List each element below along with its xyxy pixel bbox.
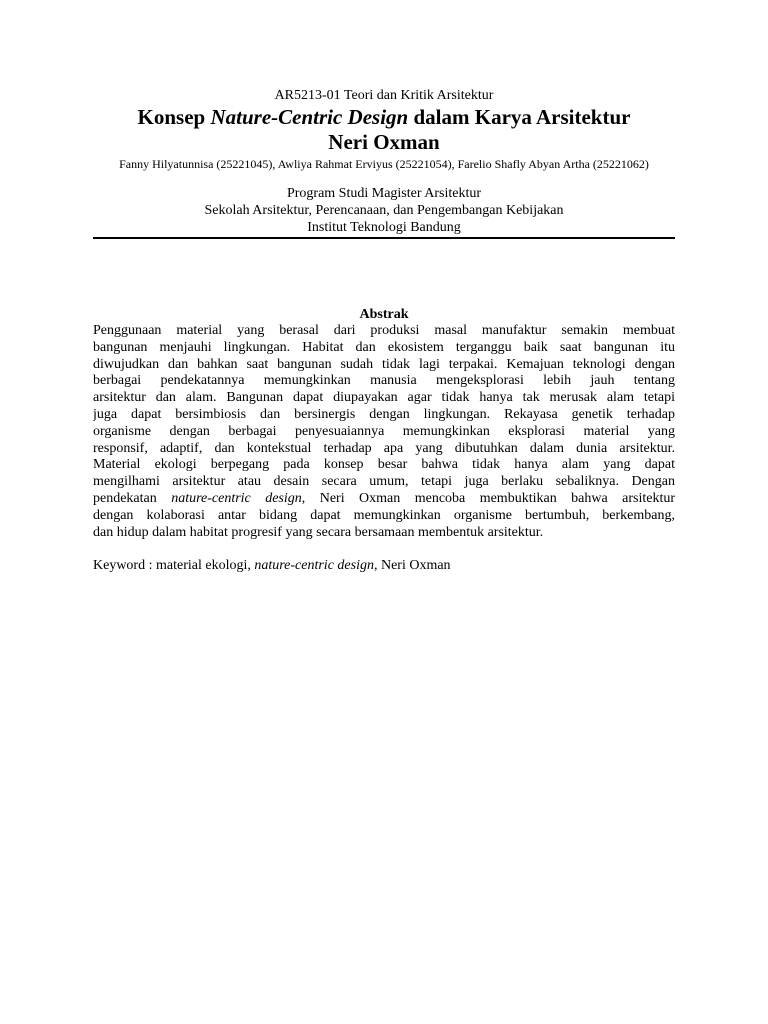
keyword-prefix: Keyword : material ekologi,	[93, 558, 255, 573]
keyword-suffix: , Neri Oxman	[373, 558, 451, 573]
authors: Fanny Hilyatunnisa (25221045), Awliya Rahmat Erviyus (25221054), Farelio Shafly Abyan Artha (25221062)	[119, 157, 649, 171]
abstract-line: arsitektur dan alam. Bangunan dapat diupayakan agar tidak hanya tak merusak alam tetapi	[93, 390, 675, 406]
affiliation	[93, 185, 675, 236]
abstract-line: responsif, adaptif, dan kontekstual terhadap apa yang dibutuhkan dalam dunia arsitektur.	[93, 440, 675, 456]
abstract-heading: Abstrak	[359, 307, 409, 322]
abstract-line: dengan kolaborasi antar bidang dapat memungkinkan organisme bertumbuh, berkembang,	[93, 507, 675, 523]
abstract-line: organisme dengan berbagai penyesuaiannya memungkinkan eksplorasi material yang	[93, 423, 675, 439]
line-prefix: pendekatan	[93, 490, 172, 506]
abstract-line: Penggunaan material yang berasal dari produksi masal manufaktur semakin membuat	[93, 323, 675, 338]
abstract-line: mengilhami arsitektur atau desain secara umum, tetapi juga berlaku sebaliknya. Dengan	[93, 474, 675, 490]
title-prefix: Konsep	[137, 105, 211, 129]
course-code: AR5213-01 Teori dan Kritik Arsitektur	[274, 88, 494, 103]
abstract-line: Material ekologi berpegang pada konsep besar bahwa tidak hanya alam yang dapat	[93, 457, 675, 473]
institute-name: Institut Teknologi Bandung	[307, 220, 461, 235]
abstract-line: bangunan menjauhi lingkungan. Habitat dan ekosistem terganggu baik saat bangunan itu	[93, 339, 675, 355]
school-name: Sekolah Arsitektur, Perencanaan, dan Pengembangan Kebijakan	[204, 203, 564, 218]
abstract-line: juga dapat bersimbiosis dan bersinergis dengan lingkungan. Rekayasa genetik terhadap	[93, 406, 675, 422]
abstract-line: berbagai pendekatannya memungkinkan manusia mengeksplorasi lebih jauh tentang	[93, 373, 675, 389]
program-name: Program Studi Magister Arsitektur	[286, 186, 482, 201]
keywords	[93, 557, 451, 574]
paper-title	[93, 105, 675, 155]
title-suffix: dalam Karya Arsitektur	[408, 105, 631, 129]
title-line2: Neri Oxman	[328, 130, 440, 154]
abstract-line	[93, 491, 675, 508]
keyword-italic: nature-centric design	[254, 558, 374, 573]
line-suffix: , Neri Oxman mencoba membuktikan bahwa arsitektur	[301, 490, 675, 506]
line-italic: nature-centric design	[171, 490, 302, 506]
abstract-line: dan hidup dalam habitat progresif yang secara bersamaan membentuk arsitektur.	[93, 524, 544, 540]
title-italic: Nature-Centric Design	[210, 105, 409, 129]
paper-header	[93, 88, 675, 236]
abstract-line: diwujudkan dan bahkan saat bangunan sudah tidak lagi terpakai. Kemajuan teknologi dengan	[93, 356, 675, 372]
abstract-section	[93, 306, 675, 541]
header-divider	[93, 237, 675, 239]
